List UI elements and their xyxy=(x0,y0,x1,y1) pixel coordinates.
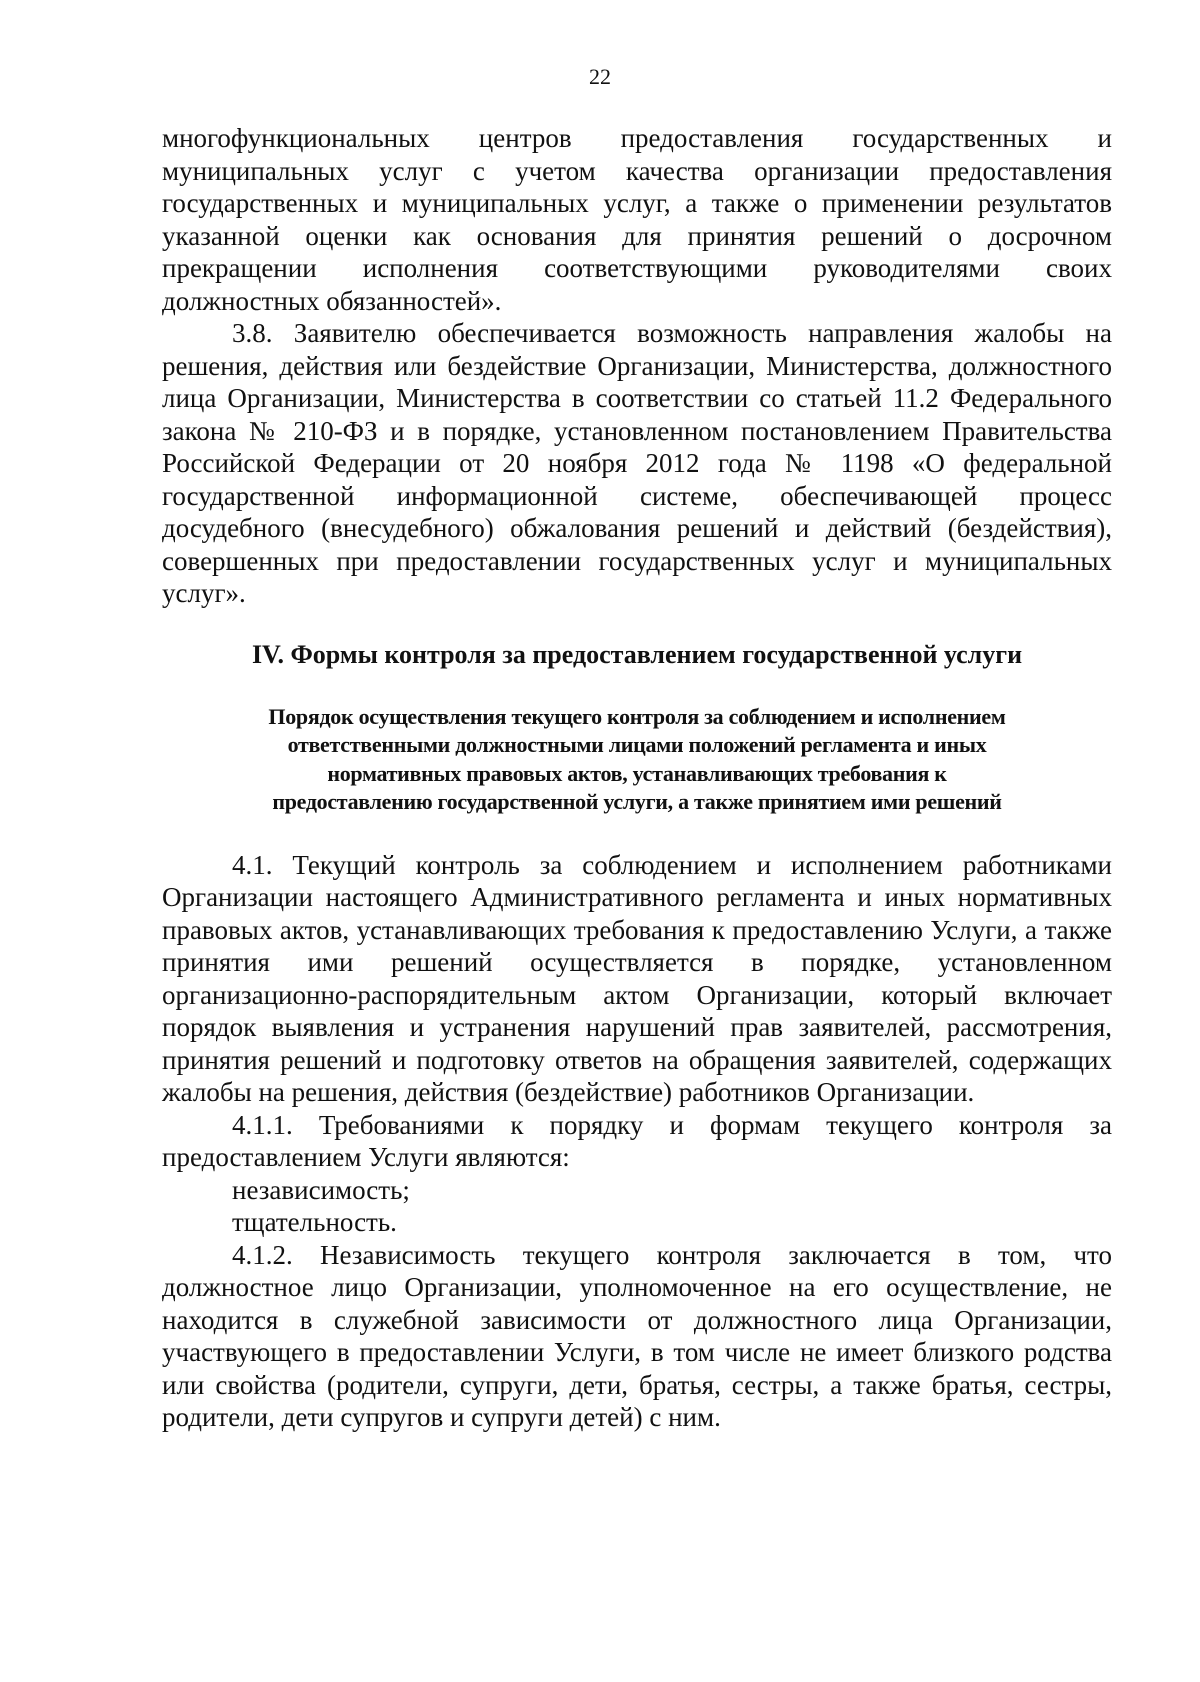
paragraph-4-1-2: 4.1.2. Независимость текущего контроля заключается в том, что должностное лицо Организации, уполномоченное на его осуществление, не находится в служебной зависимости от должностного лица Организации, участвующего в предоставлении Услуги, в том числе не имеет близкого родства или свойства (родители, супруги, дети, братья, сестры, а также братья, сестры, родители, дети супругов и супруги детей) с ним. xyxy=(162,1239,1112,1432)
section-heading: IV. Формы контроля за предоставлением государственной услуги xyxy=(251,639,1023,669)
subheading-line: предоставлению государственной услуги, а также принятием ими решений xyxy=(272,789,1002,814)
paragraph-4-1: 4.1. Текущий контроль за соблюдением и исполнением работниками Организации настоящего Административного регламента и иных нормативных правовых актов, устанавливающих требования к предоставлению Услуги, а также принятия ими решений осуществляется в порядке, установленном организационно-распорядительным актом Организации, который включает порядок выявления и устранения нарушений прав заявителей, рассмотрения, принятия решений и подготовку ответов на обращения заявителей, содержащих жалобы на решения, действия (бездействие) работников Организации. xyxy=(162,849,1112,1107)
list-item: тщательность. xyxy=(232,1207,397,1237)
section-subheading xyxy=(162,703,1112,817)
paragraph-3-8: 3.8. Заявителю обеспечивается возможность направления жалобы на решения, действия или бездействие Организации, Министерства, должностного лица Организации, Министерства в соответствии со статьей 11.2 Федерального закона № 210-ФЗ и в порядке, установленном постановлением Правительства Российской Федерации от 20 ноября 2012 года № 1198 «О федеральной государственной информационной системе, обеспечивающей процесс досудебного (внесудебного) обжалования решений и действий (бездействия), совершенных при предоставлении государственных услуг и муниципальных услуг». xyxy=(162,318,1112,608)
page-number: 22 xyxy=(589,64,611,89)
list-item: независимость; xyxy=(232,1174,410,1205)
subheading-line: нормативных правовых актов, устанавливающих требования к xyxy=(327,760,947,786)
document-body xyxy=(162,122,1112,1434)
paragraph-4-1-1: 4.1.1. Требованиями к порядку и формам текущего контроля за предоставлением Услуги являются: xyxy=(162,1109,1112,1172)
subheading-line: ответственными должностными лицами положений регламента и иных xyxy=(287,732,987,757)
subheading-line: Порядок осуществления текущего контроля за соблюдением и исполнением xyxy=(268,703,1006,729)
paragraph-continuation: многофункциональных центров предоставления государственных и муниципальных услуг с учетом качества организации предоставления государственных и муниципальных услуг, а также о применении результатов указанной оценки как основания для принятия решений о досрочном прекращении исполнения соответствующими руководителями своих должностных обязанностей». xyxy=(162,123,1112,316)
